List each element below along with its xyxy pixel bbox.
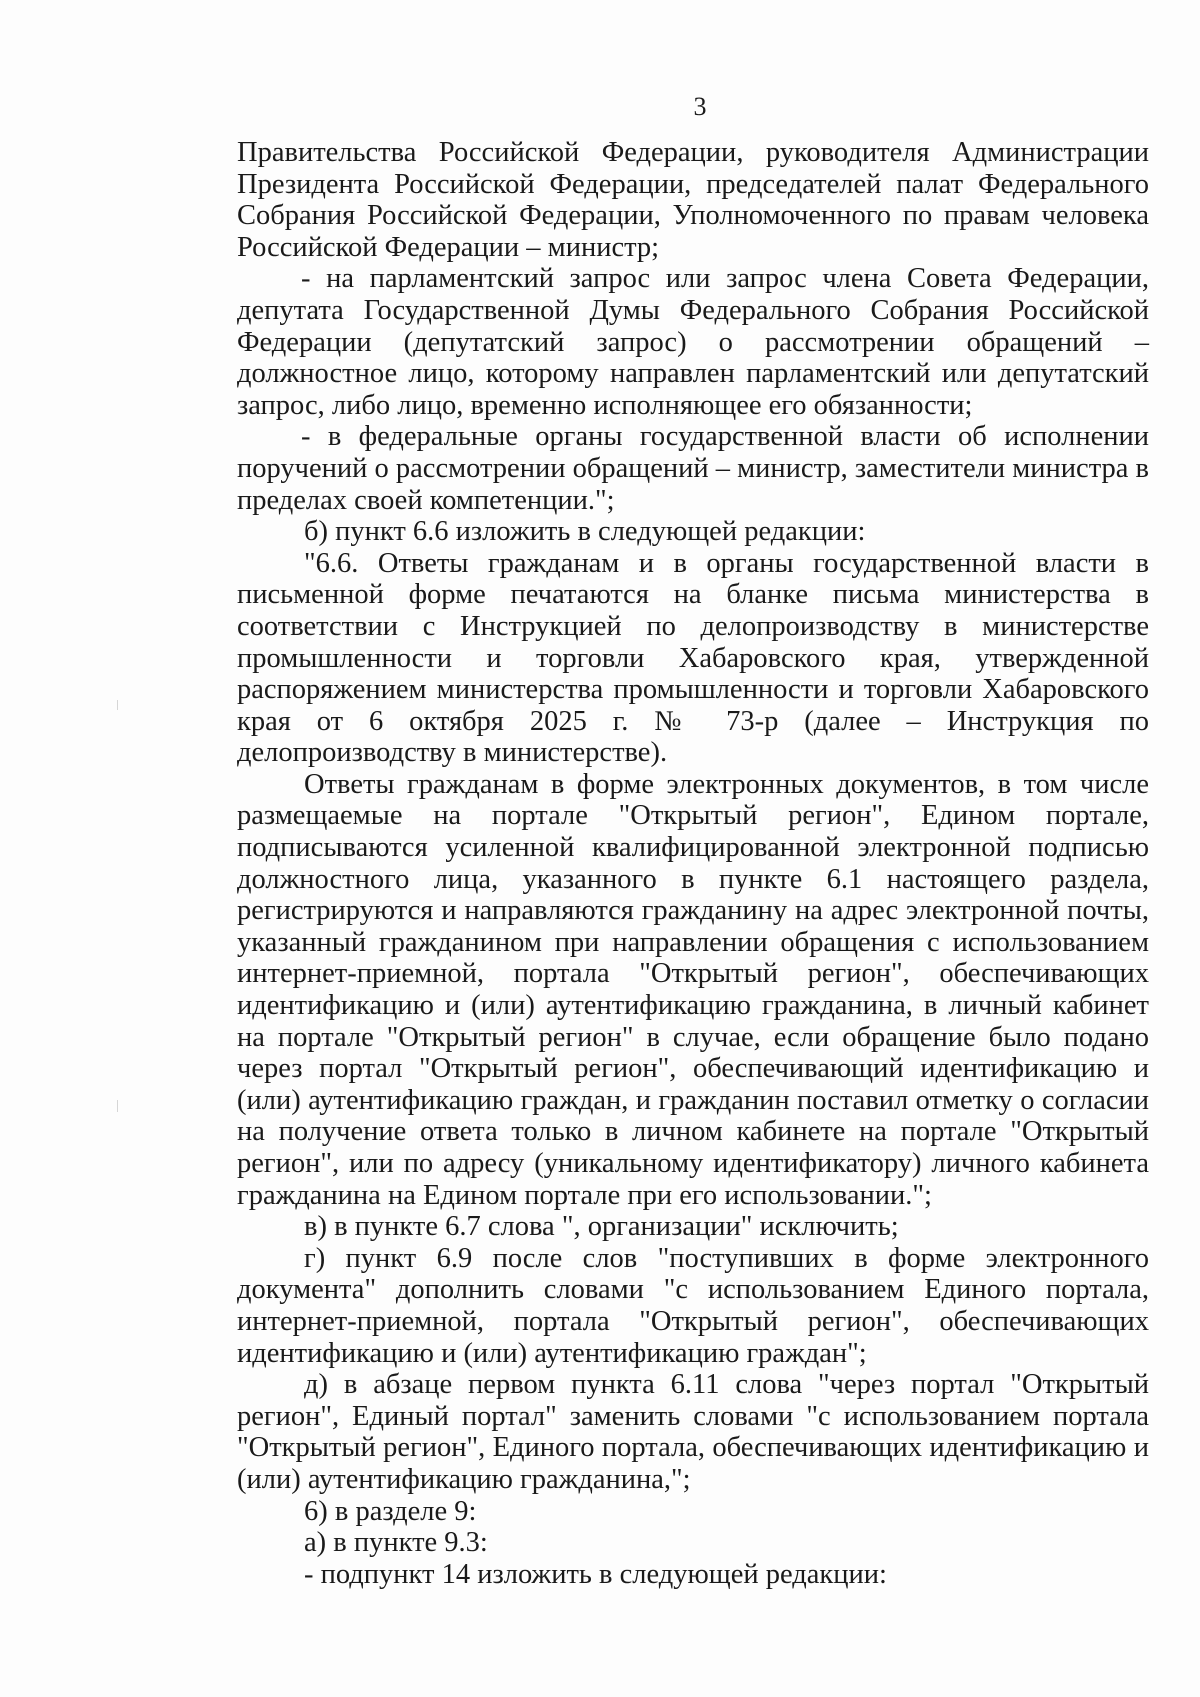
- paragraph-subitem-14: - подпункт 14 изложить в следующей редакции:: [304, 1558, 887, 1590]
- paragraph-item-a: а) в пункте 9.3:: [304, 1527, 488, 1559]
- paragraph-item-v: в) в пункте 6.7 слова ", организации" исключить;: [304, 1211, 899, 1243]
- paragraph-item-d: д) в абзаце первом пункта 6.11 слова "через портал "Открытый регион", Единый портал" заменить словами "с использованием портала "Открытый регион", Единого портала, обеспечивающих идентификацию и (или) аутентификацию гражданина,";: [237, 1369, 1149, 1495]
- paragraph-electronic-answers: Ответы гражданам в форме электронных документов, в том числе размещаемые на портале "Открытый регион", Едином портале, подписываются усиленной квалифицированной электронной подписью должностного лица, указанного в пункте 6.1 настоящего раздела, регистрируются и направляются гражданину на адрес электронной почты, указанный гражданином при направлении обращения с использованием интернет-приемной, портала "Открытый регион", обеспечивающих идентификацию и (или) аутентификацию гражданина, в личный кабинет на портале "Открытый регион" в случае, если обращение было подано через портал "Открытый регион", обеспечивающий идентификацию и (или) аутентификацию граждан, и гражданин поставил отметку о согласии на получение ответа только в личном кабинете на портале "Открытый регион", или по адресу (уникальному идентификатору) личного кабинета гражданина на Едином портале при его использовании.";: [237, 768, 1149, 1211]
- list-item-federal-bodies: - в федеральные органы государственной власти об исполнении поручений о рассмотрении обращений – министр, заместители министра в пределах своей компетенции.";: [237, 421, 1149, 516]
- scan-margin-mark: [117, 1100, 118, 1112]
- page-number: 3: [693, 92, 707, 121]
- list-item-parliamentary-request: - на парламентский запрос или запрос члена Совета Федерации, депутата Государственной Думы Федерального Собрания Российской Федерации (депутатский запрос) о рассмотрении обращений – должностное лицо, которому направлен парламентский или депутатский запрос, либо лицо, временно исполняющее его обязанности;: [237, 263, 1149, 421]
- paragraph-item-b: б) пункт 6.6 изложить в следующей редакции:: [304, 516, 866, 548]
- paragraph-continuation: Правительства Российской Федерации, руководителя Администрации Президента Российской Федерации, председателей палат Федерального Собрания Российской Федерации, Уполномоченного по правам человека Российской Федерации – министр;: [237, 137, 1149, 263]
- paragraph-section-9: 6) в разделе 9:: [304, 1495, 477, 1527]
- document-body: [237, 137, 1149, 1590]
- paragraph-clause-6-6: "6.6. Ответы гражданам и в органы государственной власти в письменной форме печатаются на бланке письма министерства в соответствии с Инструкцией по делопроизводству в министерстве промышленности и торговли Хабаровского края, утвержденной распоряжением министерства промышленности и торговли Хабаровского края от 6 октября 2025 г. № 73-р (далее – Инструкция по делопроизводству в министерстве).: [237, 547, 1149, 769]
- paragraph-item-g: г) пункт 6.9 после слов "поступивших в форме электронного документа" дополнить словами "с использованием Единого портала, интернет-приемной, портала "Открытый регион", обеспечивающих идентификацию и (или) аутентификацию граждан";: [237, 1242, 1149, 1369]
- scan-margin-mark: [117, 700, 118, 710]
